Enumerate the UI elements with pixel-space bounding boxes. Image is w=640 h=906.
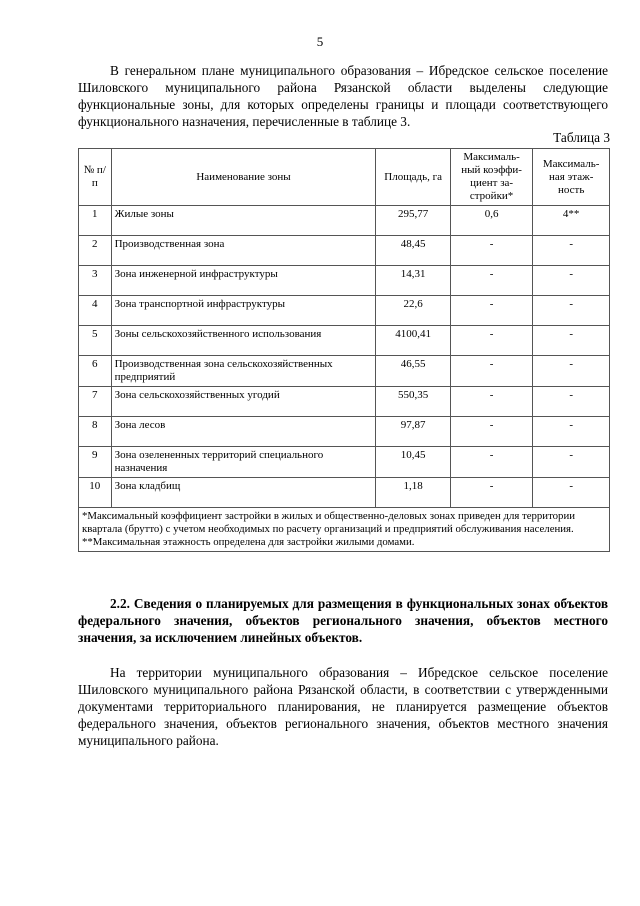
table-notes-row: [79, 508, 610, 552]
page-number: 5: [316, 34, 324, 49]
cell-num: 6: [79, 356, 112, 387]
cell-num: 3: [79, 266, 112, 296]
cell-coef: -: [450, 266, 532, 296]
table-row: [79, 296, 610, 326]
cell-coef: -: [450, 326, 532, 356]
cell-area: 1,18: [376, 478, 450, 508]
table-header-row: [79, 149, 610, 206]
cell-area: 10,45: [376, 447, 450, 478]
cell-area: 14,31: [376, 266, 450, 296]
zones-table: [78, 148, 610, 552]
cell-area: 48,45: [376, 236, 450, 266]
cell-area: 550,35: [376, 387, 450, 417]
cell-name: Производственная зона: [111, 236, 376, 266]
table-row: [79, 447, 610, 478]
footnote-coefficient: *Максимальный коэффициент застройки в жилых и общественно-деловых зонах приведен для территории квартала (брутто) с учетом необходимых по расчету организаций и предприятий обслуживания населения.: [82, 510, 576, 535]
cell-name: Зона озелененных территорий специального назначения: [111, 447, 376, 478]
cell-coef: -: [450, 447, 532, 478]
cell-floors: -: [533, 356, 610, 387]
cell-name: Зона кладбищ: [111, 478, 376, 508]
cell-area: 295,77: [376, 206, 450, 236]
table-row: [79, 387, 610, 417]
cell-coef: 0,6: [450, 206, 532, 236]
cell-num: 10: [79, 478, 112, 508]
cell-floors: -: [533, 387, 610, 417]
header-name: Наименование зоны: [111, 149, 376, 206]
table-row: [79, 326, 610, 356]
header-floors: Максималь-ная этаж-ность: [533, 149, 610, 206]
cell-coef: -: [450, 387, 532, 417]
cell-num: 8: [79, 417, 112, 447]
cell-floors: -: [533, 236, 610, 266]
header-num: № п/п: [79, 149, 112, 206]
cell-num: 2: [79, 236, 112, 266]
cell-floors: -: [533, 447, 610, 478]
cell-coef: -: [450, 478, 532, 508]
cell-num: 7: [79, 387, 112, 417]
table-row: [79, 417, 610, 447]
intro-paragraph: В генеральном плане муниципального образования – Ибредское сельское поселение Шиловского муниципального района Рязанской области выделены следующие функциональные зоны, для которых определены границы и площади соответствующего функционального назначения, перечисленные в таблице 3.: [78, 63, 608, 129]
cell-num: 5: [79, 326, 112, 356]
cell-name: Жилые зоны: [111, 206, 376, 236]
table-row: [79, 356, 610, 387]
table-row: [79, 266, 610, 296]
final-paragraph: На территории муниципального образования – Ибредское сельское поселение Шиловского муниципального района Рязанской области, в соответствии с утвержденными документами территориального планирования, не планируется размещение объектов федерального значения, объектов регионального значения, объектов местного значения муниципального района.: [78, 665, 608, 748]
cell-area: 97,87: [376, 417, 450, 447]
cell-area: 46,55: [376, 356, 450, 387]
cell-floors: -: [533, 326, 610, 356]
cell-coef: -: [450, 236, 532, 266]
cell-floors: -: [533, 266, 610, 296]
cell-area: 22,6: [376, 296, 450, 326]
footnote-floors: **Максимальная этажность определена для застройки жилыми домами.: [82, 536, 415, 548]
table-row: [79, 236, 610, 266]
table-row: [79, 206, 610, 236]
cell-name: Зона инженерной инфраструктуры: [111, 266, 376, 296]
cell-floors: 4**: [533, 206, 610, 236]
cell-name: Производственная зона сельскохозяйственных предприятий: [111, 356, 376, 387]
cell-floors: -: [533, 478, 610, 508]
cell-coef: -: [450, 417, 532, 447]
cell-name: Зоны сельскохозяйственного использования: [111, 326, 376, 356]
table-caption: Таблица 3: [553, 130, 610, 145]
cell-name: Зона лесов: [111, 417, 376, 447]
cell-floors: -: [533, 417, 610, 447]
header-coef: Максималь-ный коэффи-циент за-стройки*: [450, 149, 532, 206]
header-area: Площадь, га: [376, 149, 450, 206]
cell-coef: -: [450, 296, 532, 326]
cell-name: Зона транспортной инфраструктуры: [111, 296, 376, 326]
cell-area: 4100,41: [376, 326, 450, 356]
table-notes: [79, 508, 610, 552]
cell-name: Зона сельскохозяйственных угодий: [111, 387, 376, 417]
cell-coef: -: [450, 356, 532, 387]
cell-num: 1: [79, 206, 112, 236]
cell-num: 9: [79, 447, 112, 478]
cell-floors: -: [533, 296, 610, 326]
cell-num: 4: [79, 296, 112, 326]
table-row: [79, 478, 610, 508]
section-heading: 2.2. Сведения о планируемых для размещения в функциональных зонах объектов федерального значения, объектов регионального значения, объектов местного значения, за исключением линейных объектов.: [78, 596, 608, 645]
